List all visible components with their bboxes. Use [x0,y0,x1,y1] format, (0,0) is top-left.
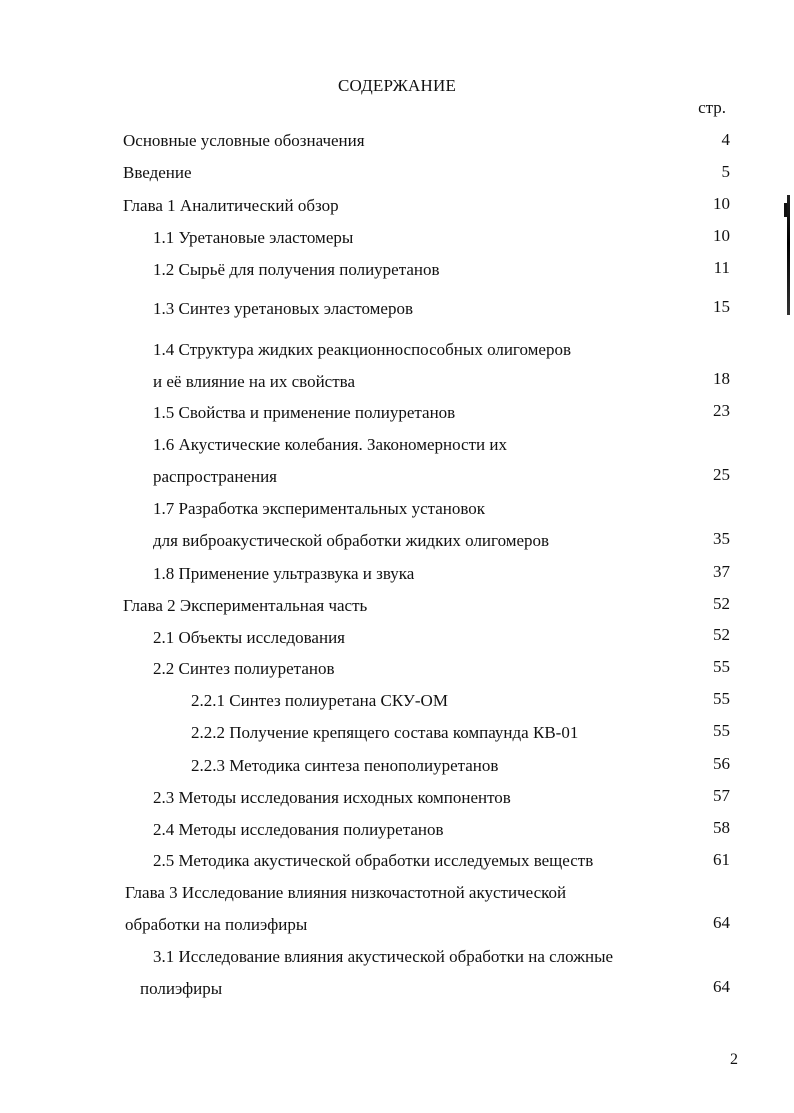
toc-entry-text: для виброакустической обработки жидких олигомеров [153,531,550,550]
toc-entry-text: 1.5 Свойства и применение полиуретанов [153,403,456,422]
toc-entry-text: Основные условные обозначения [123,131,365,150]
toc-entry-text: 2.2.1 Синтез полиуретана СКУ-ОМ [191,691,448,710]
toc-entry-text: Введение [123,163,192,182]
toc-entry-page: 25 [713,465,730,484]
toc-entry-page: 55 [713,689,730,708]
toc-entry-text: распространения [153,467,277,486]
toc-entry-text: 1.6 Акустические колебания. Закономерности их [153,435,507,454]
page-column-label: стр. [698,98,726,117]
toc-entry-text: 1.4 Структура жидких реакционноспособных олигомеров [153,340,571,359]
toc-entry-page: 61 [713,850,730,869]
toc-entry-page: 57 [713,786,730,805]
toc-entry-text: Глава 3 Исследование влияния низкочастотной акустической [125,883,567,902]
toc-entry-page: 15 [713,297,730,316]
toc-entry-page: 10 [713,226,730,245]
toc-entry-page: 35 [713,529,730,548]
toc-entry-page: 52 [713,594,730,613]
toc-entry-text: и её влияние на их свойства [153,372,355,391]
toc-entry-page: 4 [721,130,730,149]
toc-entry-text: 2.2.3 Методика синтеза пенополиуретанов [191,756,499,775]
toc-entry-page: 55 [713,657,730,676]
page-number: 2 [730,1051,738,1068]
toc-entry-text: 1.1 Уретановые эластомеры [153,228,354,247]
toc-entry-page: 18 [713,369,730,388]
toc-entry-text: 1.8 Применение ультразвука и звука [153,564,415,583]
toc-entry-page: 52 [713,625,730,644]
page-title: СОДЕРЖАНИЕ [337,76,457,95]
toc-entry-page: 58 [713,818,730,837]
toc-entry-page: 64 [713,913,730,932]
toc-entry-text: 2.2.2 Получение крепящего состава компаунда КВ-01 [191,723,579,742]
toc-entry-page: 11 [713,258,730,277]
toc-entry-page: 64 [713,977,730,996]
toc-entry-text: полиэфиры [140,979,223,998]
toc-entry-text: 2.1 Объекты исследования [153,628,345,647]
toc-entry-text: 2.3 Методы исследования исходных компонентов [153,788,511,807]
toc-entry-page: 56 [713,754,730,773]
toc-entry-text: Глава 2 Экспериментальная часть [123,596,368,615]
toc-entry-text: 1.7 Разработка экспериментальных установок [153,499,486,518]
toc-entry-text: 1.3 Синтез уретановых эластомеров [153,299,413,318]
toc-entry-page: 23 [713,401,730,420]
toc-entry-text: 2.2 Синтез полиуретанов [153,659,335,678]
scan-artifact-line [787,195,790,315]
toc-entry-text: обработки на полиэфиры [125,915,308,934]
toc-entry-page: 5 [721,162,730,181]
toc-entry-text: Глава 1 Аналитический обзор [123,196,339,215]
toc-entry-page: 37 [713,562,730,581]
toc-entry-text: 2.4 Методы исследования полиуретанов [153,820,444,839]
toc-entry-text: 1.2 Сырьё для получения полиуретанов [153,260,440,279]
toc-entry-page: 55 [713,721,730,740]
toc-entry-page: 10 [713,194,730,213]
toc-entry-text: 3.1 Исследование влияния акустической обработки на сложные [153,947,614,966]
toc-entry-text: 2.5 Методика акустической обработки исследуемых веществ [153,851,594,870]
